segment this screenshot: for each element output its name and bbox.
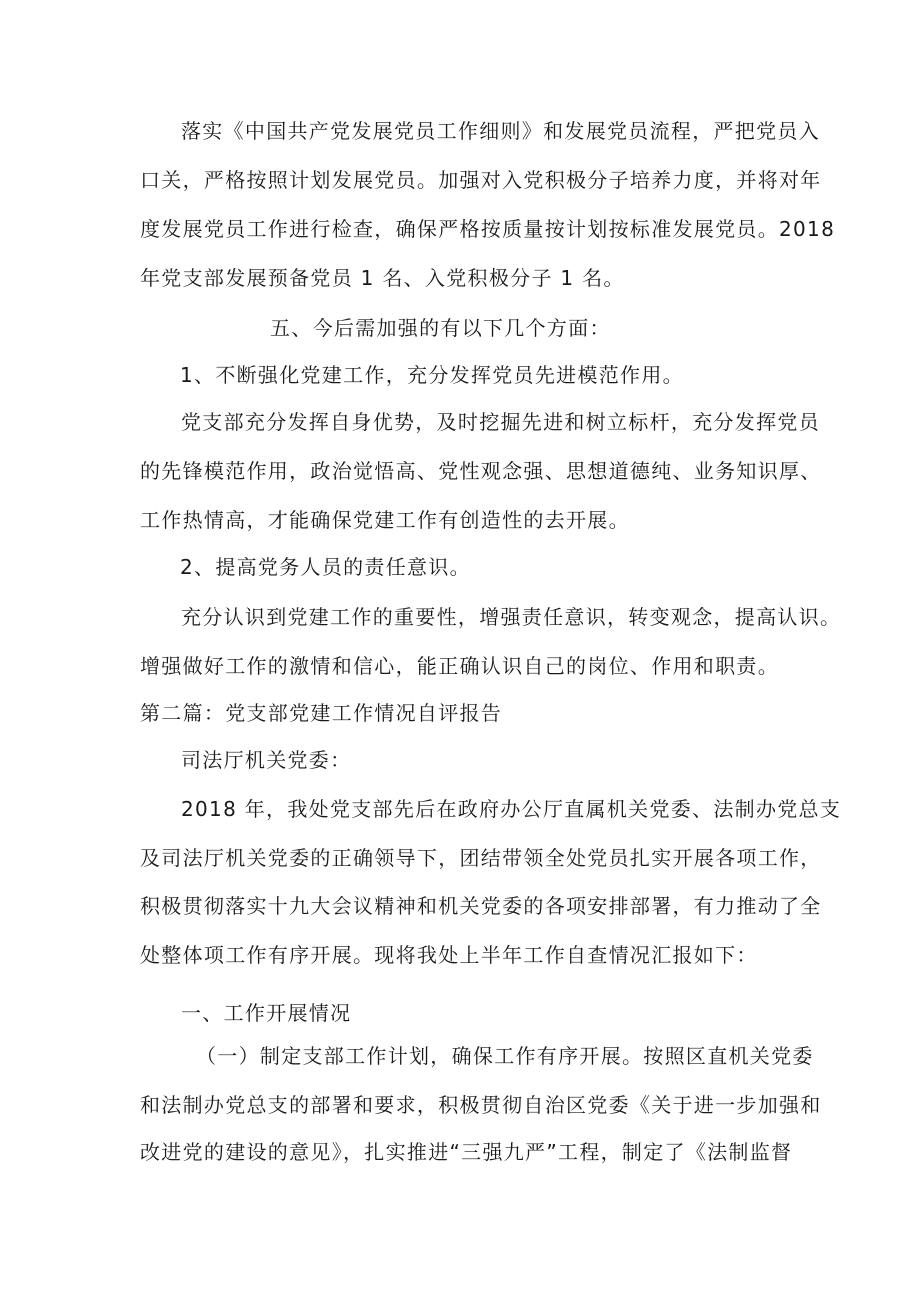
text-line: 改进党的建设的意见》，扎实推进“三强九严”工程，制定了《法制监督 (140, 1140, 793, 1164)
section-heading: 五、今后需加强的有以下几个方面： (270, 316, 611, 340)
list-item-heading: 1、不断强化党建工作，充分发挥党员先进模范作用。 (180, 363, 684, 387)
list-item-heading: 2、提高党务人员的责任意识。 (180, 555, 471, 579)
text-line: 2018 年，我处党支部先后在政府办公厅直属机关党委、法制办党总支 (181, 797, 842, 821)
text-line: 充分认识到党建工作的重要性，增强责任意识，转变观念，提高认识。 (181, 605, 842, 629)
article-title: 第二篇：党支部党建工作情况自评报告 (140, 701, 503, 725)
salutation: 司法厅机关党委： (181, 748, 352, 772)
text-line: 及司法厅机关党委的正确领导下，团结带领全处党员扎实开展各项工作， (140, 846, 822, 870)
text-line: 的先锋模范作用，政治觉悟高、党性观念强、思想道德纯、业务知识厚、 (140, 459, 822, 483)
text-line: （一）制定支部工作计划，确保工作有序开展。按照区直机关党委 (196, 1044, 814, 1068)
text-line: 落实《中国共产党发展党员工作细则》和发展党员流程，严把党员入 (181, 119, 820, 143)
text-line: 工作热情高，才能确保党建工作有创造性的去开展。 (140, 508, 630, 532)
text-line: 口关，严格按照计划发展党员。加强对入党积极分子培养力度，并将对年 (140, 168, 822, 192)
text-line: 党支部充分发挥自身优势，及时挖掘先进和树立标杆，充分发挥党员 (181, 410, 820, 434)
section-heading: 一、工作开展情况 (181, 1001, 352, 1025)
text-line: 积极贯彻落实十九大会议精神和机关党委的各项安排部署，有力推动了全 (140, 894, 822, 918)
text-line: 增强做好工作的激情和信心，能正确认识自己的岗位、作用和职责。 (140, 654, 779, 678)
text-line: 和法制办党总支的部署和要求，积极贯彻自治区党委《关于进一步加强和 (140, 1093, 822, 1117)
text-line: 处整体项工作有序开展。现将我处上半年工作自查情况汇报如下： (140, 943, 758, 967)
text-line: 度发展党员工作进行检查，确保严格按质量按计划按标准发展党员。2018 (140, 217, 836, 241)
text-line: 年党支部发展预备党员 1 名、入党积极分子 1 名。 (140, 266, 625, 290)
